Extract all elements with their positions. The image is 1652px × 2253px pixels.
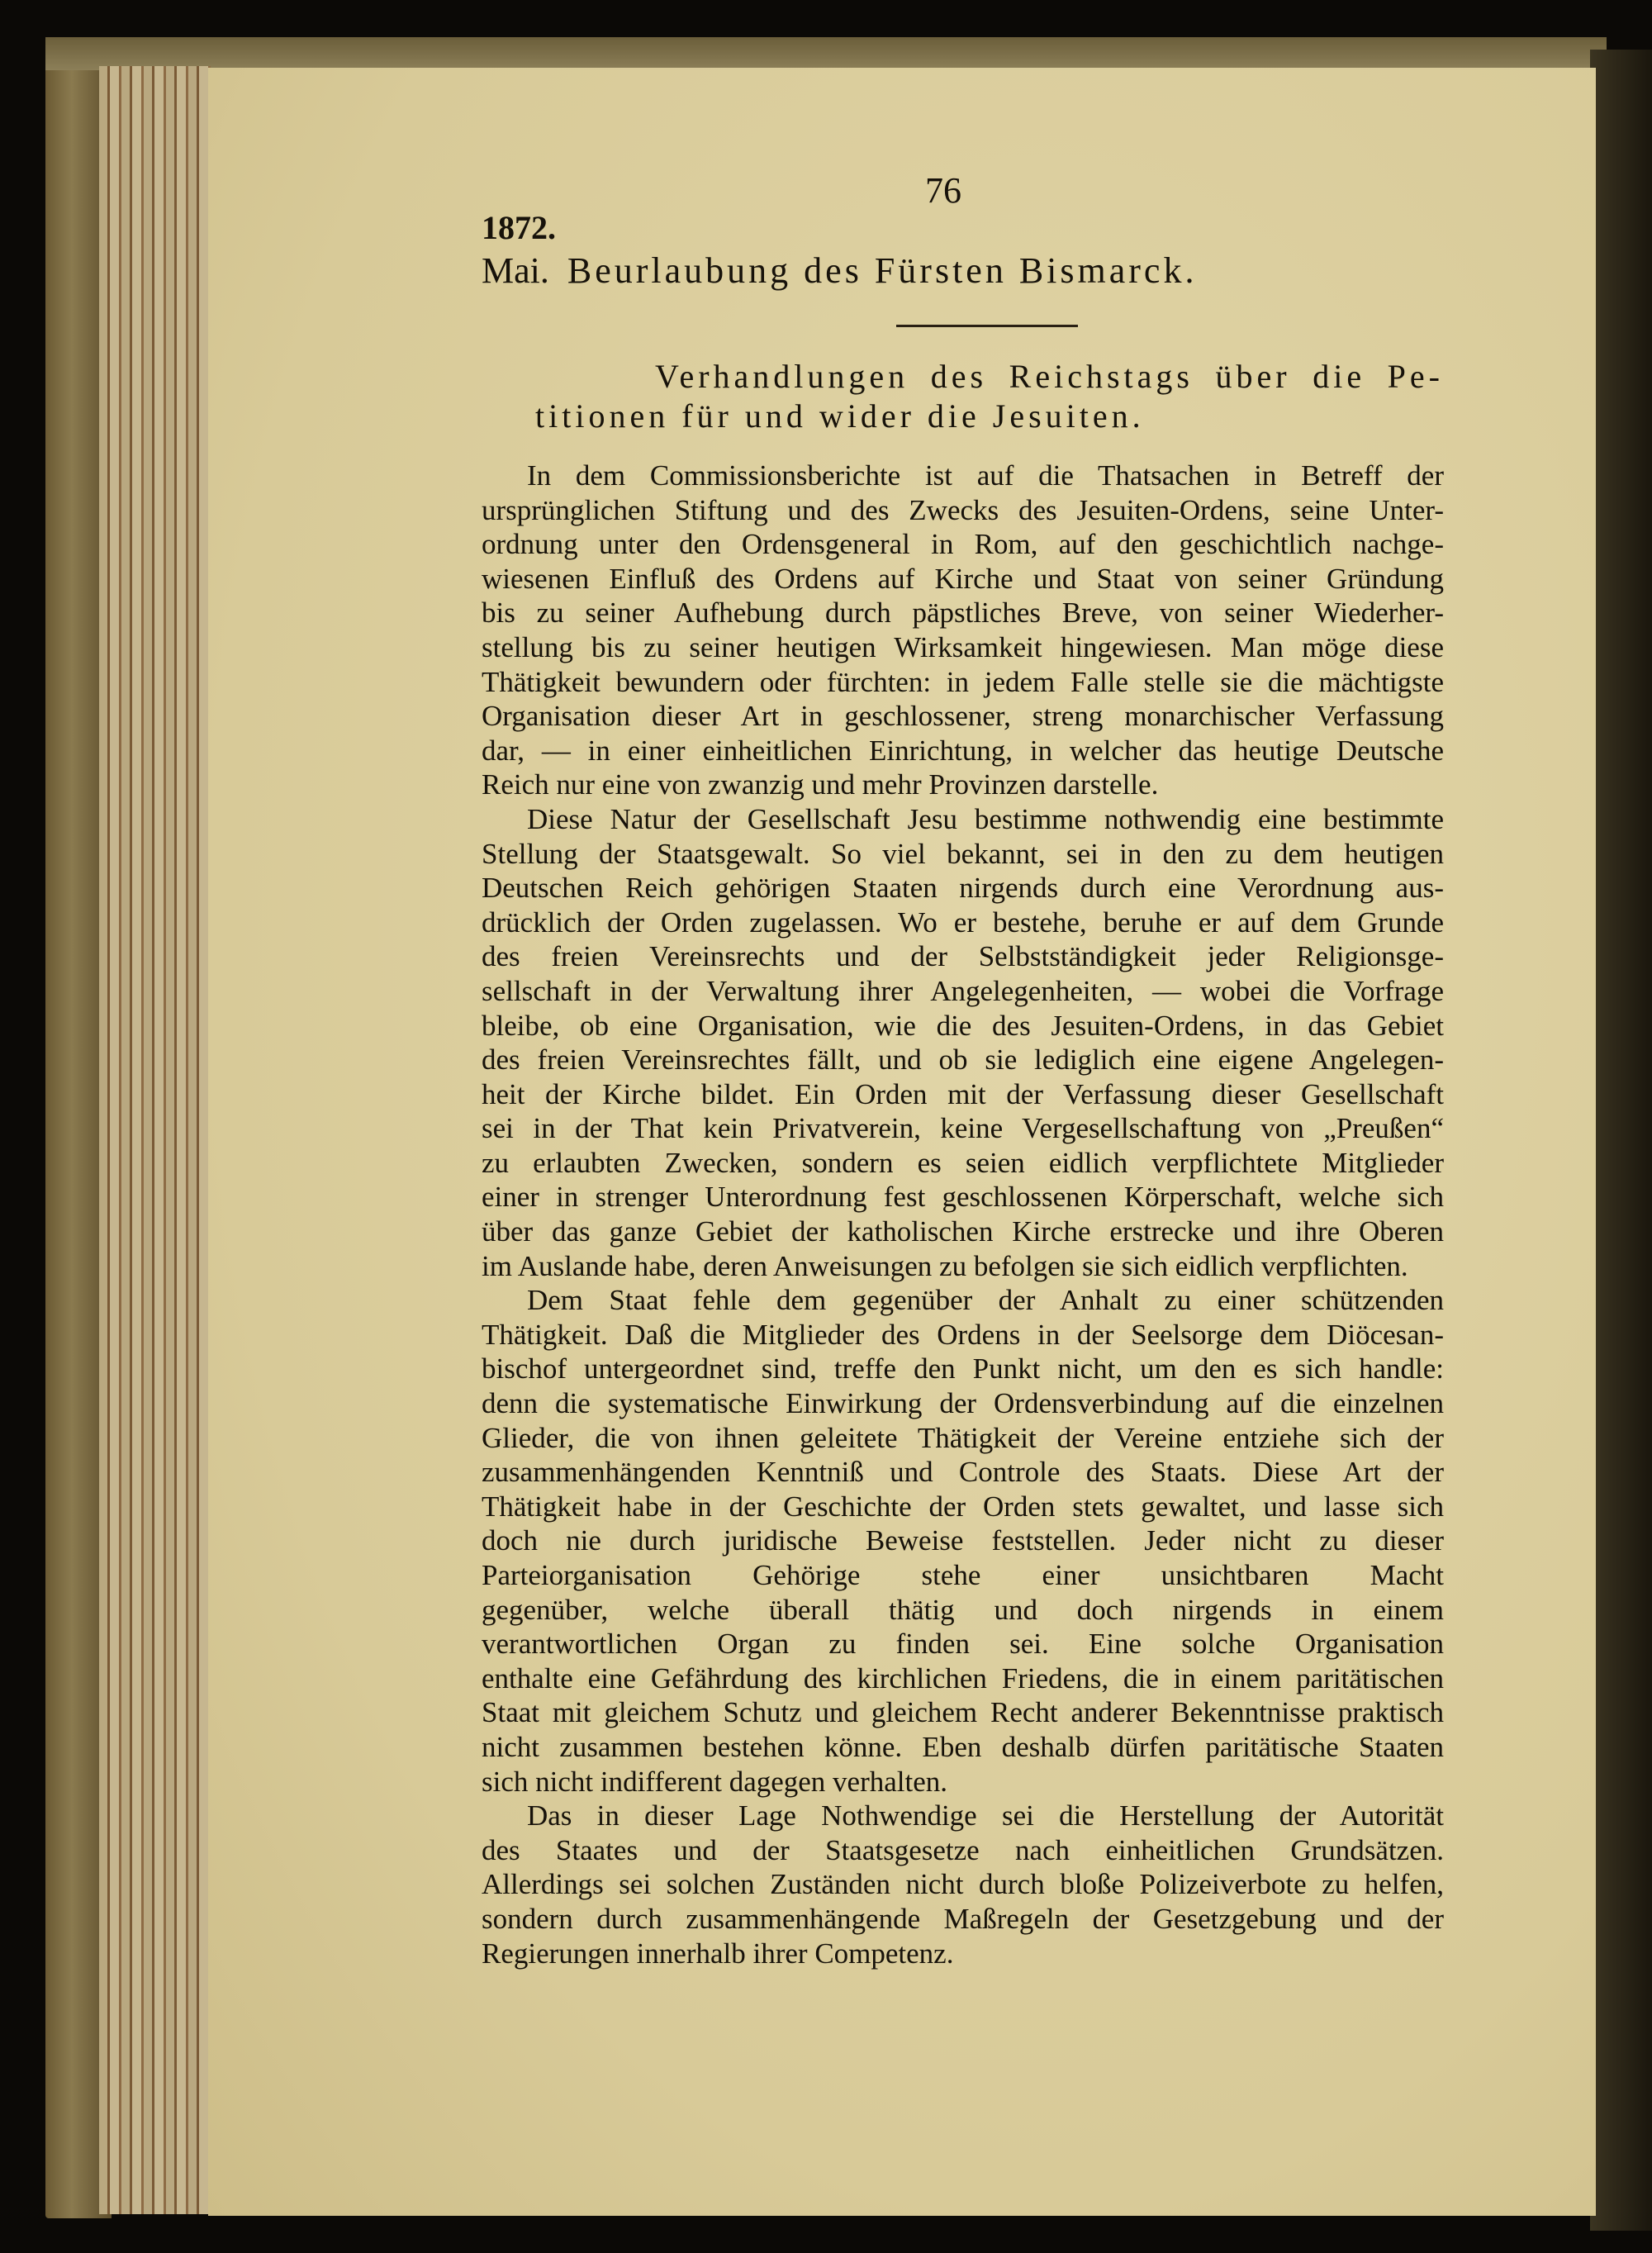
text-line: sondern durch zusammenhängende Maßregeln der Gesetzgebung und der bbox=[482, 1902, 1444, 1935]
text-line: Thätigkeit. Daß die Mitglieder des Ordens in der Seelsorge dem Diöcesan- bbox=[482, 1318, 1444, 1351]
page-edges bbox=[99, 66, 211, 2214]
text-line: Parteiorganisation Gehörige stehe einer unsichtbaren Macht bbox=[482, 1559, 1444, 1591]
paragraph bbox=[482, 802, 1444, 1283]
text-line: nicht zusammen bestehen könne. Eben deshalb dürfen paritätische Staaten bbox=[482, 1730, 1444, 1763]
text-line: Thätigkeit bewundern oder fürchten: in jedem Falle stelle sie die mächtigste bbox=[482, 665, 1444, 698]
text-line: In dem Commissionsberichte ist auf die Thatsachen in Betreff der bbox=[527, 459, 1444, 492]
text-line: zusammenhängenden Kenntniß und Controle des Staats. Diese Art der bbox=[482, 1456, 1444, 1489]
text-line: Deutschen Reich gehörigen Staaten nirgends durch eine Verordnung aus- bbox=[482, 872, 1444, 905]
text-line: Organisation dieser Art in geschlossener, streng monarchischer Verfassung bbox=[482, 700, 1444, 733]
text-line: sei in der That kein Privatverein, keine Vergesellschaftung von „Preußen“ bbox=[482, 1112, 1444, 1145]
page-number: 76 bbox=[925, 170, 961, 211]
text-line: zu erlaubten Zwecken, sondern es seien eidlich verpflichtete Mitglieder bbox=[482, 1146, 1444, 1179]
text-line: Stellung der Staatsgewalt. So viel bekannt, sei in den zu dem heutigen bbox=[482, 837, 1444, 870]
section-title-line-1: Verhandlungen des Reichstags über die Pe- bbox=[655, 358, 1444, 395]
text-line: im Auslande habe, deren Anweisungen zu befolgen sie sich eidlich verpflichten. bbox=[482, 1249, 1408, 1282]
text-line: stellung bis zu seiner heutigen Wirksamkeit hingewiesen. Man möge diese bbox=[482, 630, 1444, 663]
text-line: Diese Natur der Gesellschaft Jesu bestimme nothwendig eine bestimmte bbox=[527, 802, 1444, 835]
text-line: Regierungen innerhalb ihrer Competenz. bbox=[482, 1937, 954, 1970]
text-line: drücklich der Orden zugelassen. Wo er bestehe, beruhe er auf dem Grunde bbox=[482, 905, 1444, 939]
text-line: gegenüber, welche überall thätig und doch nirgends in einem bbox=[482, 1593, 1444, 1626]
running-heading bbox=[482, 250, 1197, 292]
section-title-line-2: titionen für und wider die Jesuiten. bbox=[535, 397, 1145, 435]
text-line: Das in dieser Lage Nothwendige sei die Herstellung der Autorität bbox=[527, 1799, 1444, 1832]
text-line: Thätigkeit habe in der Geschichte der Orden stets gewaltet, und lasse sich bbox=[482, 1490, 1444, 1523]
text-line: sellschaft in der Verwaltung ihrer Angelegenheiten, — wobei die Vorfrage bbox=[482, 974, 1444, 1007]
paragraph bbox=[482, 1799, 1444, 1970]
text-line: Dem Staat fehle dem gegenüber der Anhalt zu einer schützenden bbox=[527, 1284, 1444, 1317]
year-marginal: 1872. bbox=[482, 209, 556, 246]
text-line: bis zu seiner Aufhebung durch päpstliches Breve, von seiner Wiederher- bbox=[482, 597, 1444, 630]
text-line: Staat mit gleichem Schutz und gleichem Recht anderer Bekenntnisse praktisch bbox=[482, 1696, 1444, 1729]
paragraph bbox=[482, 459, 1444, 802]
text-line: Glieder, die von ihnen geleitete Thätigkeit der Vereine entziehe sich der bbox=[482, 1421, 1444, 1454]
text-line: des freien Vereinsrechts und der Selbstständigkeit jeder Religionsge- bbox=[482, 940, 1444, 973]
book-cover-top bbox=[45, 37, 1607, 70]
text-line: wiesenen Einfluß des Ordens auf Kirche und Staat von seiner Gründung bbox=[482, 562, 1444, 595]
text-line: heit der Kirche bildet. Ein Orden mit der Verfassung dieser Gesellschaft bbox=[482, 1077, 1444, 1110]
text-line: bleibe, ob eine Organisation, wie die des Jesuiten-Ordens, in das Gebiet bbox=[482, 1009, 1444, 1042]
text-line: verantwortlichen Organ zu finden sei. Eine solche Organisation bbox=[482, 1628, 1444, 1661]
text-line: denn die systematische Einwirkung der Ordensverbindung auf die einzelnen bbox=[482, 1387, 1444, 1420]
section-divider bbox=[896, 325, 1078, 327]
heading-month: Mai. bbox=[482, 250, 549, 291]
paragraph bbox=[482, 1283, 1444, 1799]
text-line: des freien Vereinsrechtes fällt, und ob sie lediglich eine eigene Angelegen- bbox=[482, 1043, 1444, 1077]
body-text bbox=[482, 459, 1444, 1970]
text-line: Allerdings sei solchen Zuständen nicht durch bloße Polizeiverbote zu helfen, bbox=[482, 1868, 1444, 1901]
text-line: Reich nur eine von zwanzig und mehr Provinzen darstelle. bbox=[482, 768, 1159, 801]
heading-text: Beurlaubung des Fürsten Bismarck. bbox=[567, 250, 1198, 291]
text-line: über das ganze Gebiet der katholischen Kirche erstrecke und ihre Oberen bbox=[482, 1215, 1444, 1248]
facing-page-edge bbox=[1590, 50, 1652, 2231]
text-line: dar, — in einer einheitlichen Einrichtung, in welcher das heutige Deutsche bbox=[482, 734, 1444, 767]
text-line: sich nicht indifferent dagegen verhalten. bbox=[482, 1765, 947, 1798]
text-line: ursprünglichen Stiftung und des Zwecks des Jesuiten-Ordens, seine Unter- bbox=[482, 493, 1444, 526]
text-line: doch nie durch juridische Beweise feststellen. Jeder nicht zu dieser bbox=[482, 1524, 1444, 1557]
text-line: enthalte eine Gefährdung des kirchlichen Friedens, die in einem paritätischen bbox=[482, 1661, 1444, 1695]
text-line: bischof untergeordnet sind, treffe den Punkt nicht, um den es sich handle: bbox=[482, 1352, 1444, 1386]
text-line: ordnung unter den Ordensgeneral in Rom, auf den geschichtlich nachge- bbox=[482, 528, 1444, 561]
text-line: des Staates und der Staatsgesetze nach einheitlichen Grundsätzen. bbox=[482, 1833, 1444, 1866]
text-line: einer in strenger Unterordnung fest geschlossenen Körperschaft, welche sich bbox=[482, 1181, 1444, 1214]
